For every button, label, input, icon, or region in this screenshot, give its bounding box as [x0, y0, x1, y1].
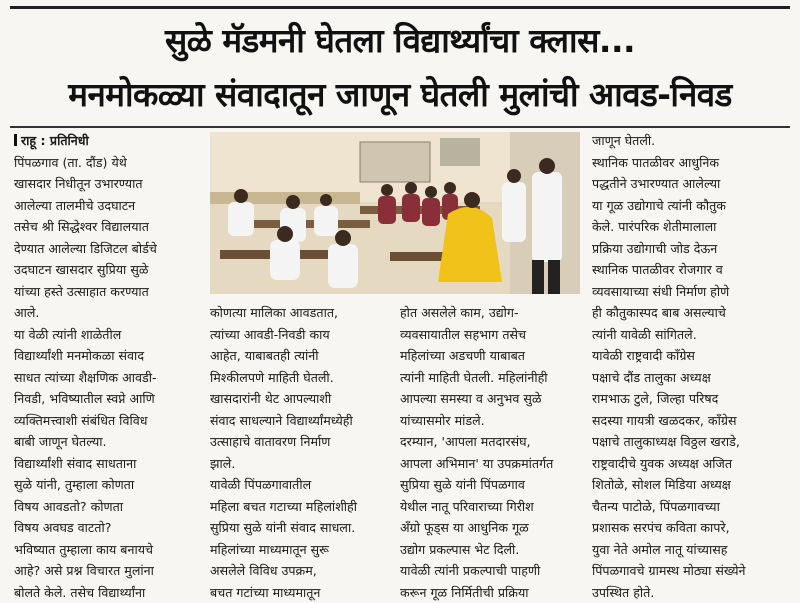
article-line: उदघाटन खासदार सुप्रिया सुळे [14, 259, 200, 281]
headline-line-2: मनमोकळ्या संवादातून जाणून घेतली मुलांची आवड-निवड [10, 70, 790, 120]
article-line: असलेले विविध उपक्रम, [210, 560, 390, 582]
byline-bar-icon [14, 134, 17, 146]
article-line: करून गूळ निर्मितीची प्रक्रिया [400, 582, 580, 603]
article-line: साधत त्यांच्या शैक्षणिक आवडी- [14, 367, 200, 389]
article-line: उत्साहाचे वातावरण निर्माण [210, 431, 390, 453]
article-line: निवडी, भविष्यातील स्वप्ने आणि [14, 388, 200, 410]
article-line: सुप्रिया सुळे यांनी संवाद साधला. [210, 517, 390, 539]
article-line: पक्षाचे तालुकाध्यक्ष विठ्ठल खराडे, [592, 431, 788, 453]
article-line: बोलते केले. तसेच विद्यार्थ्यांना [14, 582, 200, 603]
article-line: विद्यार्थ्यांशी संवाद साधताना [14, 453, 200, 475]
article-line: पद्धतीने उभारण्यात आलेल्या [592, 173, 788, 195]
article-line: विषय आवडतो? कोणता [14, 496, 200, 518]
article-line: बचत गटांच्या माध्यमातून [210, 582, 390, 603]
article-line: शितोळे, सोशल मिडिया अध्यक्ष [592, 474, 788, 496]
article-line: जाणून घेतली. [592, 130, 788, 152]
article-line: या वेळी त्यांनी शाळेतील [14, 324, 200, 346]
article-line: येथील नातू परिवाराच्या गिरीश [400, 496, 580, 518]
article-line: महिलांच्या माध्यमातून सुरू [210, 539, 390, 561]
article-line: पक्षाचे दौंड तालुका अध्यक्ष [592, 367, 788, 389]
article-line: सुप्रिया सुळे यांनी पिंपळगाव [400, 474, 580, 496]
article-line: तसेच श्री सिद्धेश्वर विद्यालयात [14, 216, 200, 238]
article-line: प्रक्रिया उद्योगाची जोड देऊन [592, 238, 788, 260]
article-line: सदस्या गायत्री खळदकर, काँग्रेस [592, 410, 788, 432]
article-line: उपस्थित होते. [592, 582, 788, 603]
article-line: यांच्यासमोर मांडले. [400, 410, 580, 432]
article-line: त्यांनी यावेळी सांगितले. [592, 324, 788, 346]
article-line: झाले. [210, 453, 390, 475]
article-line: खासदारांनी थेट आपल्याशी [210, 388, 390, 410]
classroom-photo [210, 132, 580, 294]
article-line: प्रशासक सरपंच कविता कापरे, [592, 517, 788, 539]
classroom-photo-icon [210, 132, 580, 294]
article-line: उद्योग प्रकल्पास भेट दिली. [400, 539, 580, 561]
article-line: स्थानिक पातळीवर आधुनिक [592, 152, 788, 174]
article-line: त्यांनी माहिती घेतली. महिलांनीही [400, 367, 580, 389]
article-line: आपला अभिमान' या उपक्रमांतर्गत [400, 453, 580, 475]
article-line: आलेल्या तालमीचे उदघाटन [14, 195, 200, 217]
article-column-2 [210, 302, 390, 603]
article-line: यावेळी त्यांनी प्रकल्पाची पाहणी [400, 560, 580, 582]
article-column-1 [14, 130, 200, 603]
article-line: खासदार निधीतून उभारण्यात [14, 173, 200, 195]
article-line: विद्यार्थ्यांशी मनमोकळा संवाद [14, 345, 200, 367]
article-line: संवाद साधल्याने विद्यार्थ्यांमध्येही [210, 410, 390, 432]
article-line: यावेळी राष्ट्रवादी काँग्रेस [592, 345, 788, 367]
article-column-3 [400, 302, 580, 603]
top-rule [10, 6, 790, 9]
byline [14, 130, 200, 152]
article-line: यावेळी पिंपळगावातील [210, 474, 390, 496]
article-line: त्यांच्या आवडी-निवडी काय [210, 324, 390, 346]
article-line: विषय अवघड वाटतो? [14, 517, 200, 539]
article-line: राष्ट्रवादीचे युवक अध्यक्ष अजित [592, 453, 788, 475]
article-line: दरम्यान, 'आपला मतदारसंघ, [400, 431, 580, 453]
article-line: अँग्रो फूड्स या आधुनिक गूळ [400, 517, 580, 539]
article-line: देण्यात आलेल्या डिजिटल बोर्डचे [14, 238, 200, 260]
article-line: व्यवसायाच्या संधी निर्माण होणे [592, 281, 788, 303]
article-line: पिंपळगावचे ग्रामस्थ मोठ्या संख्येने [592, 560, 788, 582]
article-line: ही कौतुकास्पद बाब असल्याचे [592, 302, 788, 324]
article-line: महिलांच्या अडचणी याबाबत [400, 345, 580, 367]
article-column-4 [592, 130, 788, 603]
article-line: पिंपळगाव (ता. दौंड) येथे [14, 152, 200, 174]
article-line: यांच्या हस्ते उत्साहात करण्यात [14, 281, 200, 303]
headline-line-1: सुळे मॅडमनी घेतला विद्यार्थ्यांचा क्लास... [10, 18, 790, 64]
article-line: आहे? असे प्रश्न विचारत मुलांना [14, 560, 200, 582]
article-line: रामभाऊ टुले, जिल्हा परिषद [592, 388, 788, 410]
article-line: बाबी जाणून घेतल्या. [14, 431, 200, 453]
article-line: महिला बचत गटाच्या महिलांशीही [210, 496, 390, 518]
article-line: युवा नेते अमोल नातू यांच्यासह [592, 539, 788, 561]
article-line: व्यक्तिमत्त्वाशी संबंधित विविध [14, 410, 200, 432]
article-line: आपल्या समस्या व अनुभव सुळे [400, 388, 580, 410]
article-line: आले. [14, 302, 200, 324]
byline-text: राहू : प्रतिनिधी [21, 133, 89, 148]
article-line: आहेत, याबाबतही त्यांनी [210, 345, 390, 367]
article-line: भविष्यात तुम्हाला काय बनायचे [14, 539, 200, 561]
headline-rule [10, 126, 790, 128]
article-line: स्थानिक पातळीवर रोजगार व [592, 259, 788, 281]
article-line: होत असलेले काम, उद्योग- [400, 302, 580, 324]
article-line: केले. पारंपरिक शेतीमालाला [592, 216, 788, 238]
article-line: मिश्कीलपणे माहिती घेतली. [210, 367, 390, 389]
article-line: चैतन्य पाटोळे, पिंपळगावच्या [592, 496, 788, 518]
article-line: व्यवसायातील सहभाग तसेच [400, 324, 580, 346]
article-line: सुळे यांनी, तुम्हाला कोणता [14, 474, 200, 496]
article-line: कोणत्या मालिका आवडतात, [210, 302, 390, 324]
article-line: या गूळ उद्योगाचे त्यांनी कौतुक [592, 195, 788, 217]
